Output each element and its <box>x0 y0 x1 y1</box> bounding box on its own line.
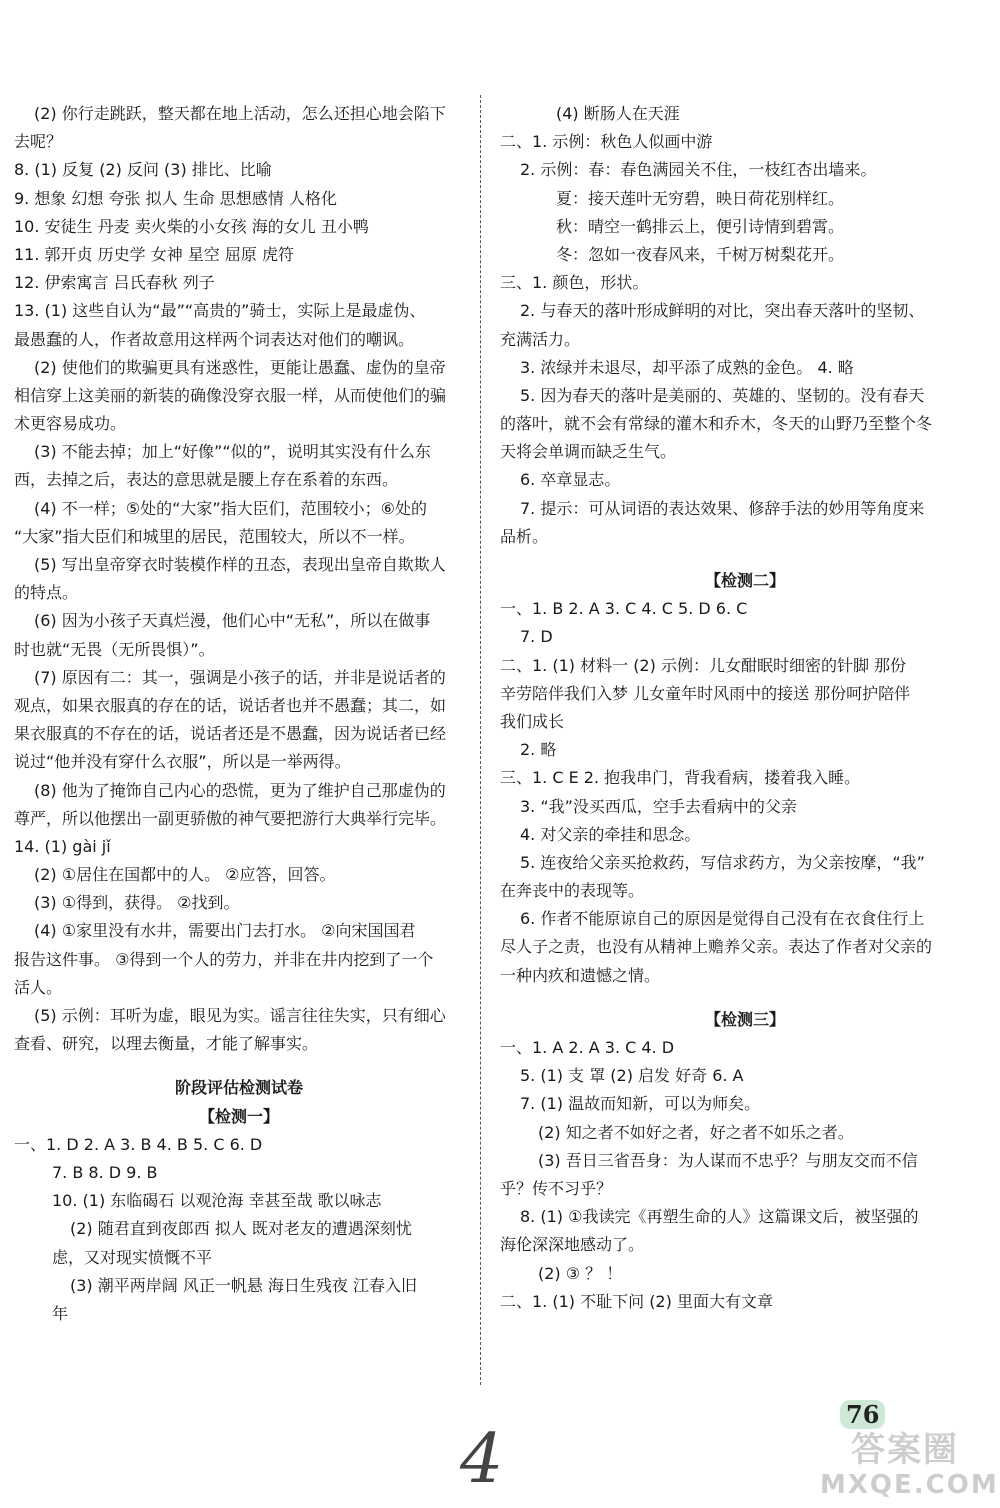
text-line: 5. 因为春天的落叶是美丽的、英雄的、坚韧的。没有春天 <box>520 385 925 405</box>
text-line: 辛劳陪伴我们入梦 儿女童年时风雨中的接送 那份呵护陪伴 <box>500 683 911 703</box>
text-line: 11. 郭开贞 历史学 女神 星空 屈原 虎符 <box>14 244 294 264</box>
text-line: (6) 因为小孩子天真烂漫，他们心中“无私”，所以在做事 <box>34 611 431 631</box>
text-line: 13. (1) 这些自认为“最”“高贵的”骑士，实际上是最虚伪、 <box>14 301 426 321</box>
text-line: 9. 想象 幻想 夸张 拟人 生命 思想感情 人格化 <box>14 188 337 208</box>
text-line: 6. 作者不能原谅自己的原因是觉得自己没有在衣食住行上 <box>520 909 925 929</box>
section-heading: 【检测三】 <box>704 1009 785 1029</box>
text-line: 术更容易成功。 <box>14 414 127 434</box>
left-column <box>14 100 464 1328</box>
text-line: (2) 随君直到夜郎西 拟人 既对老友的遭遇深刻忧 <box>70 1219 412 1239</box>
text-line: 天将会单调而缺乏生气。 <box>500 442 677 462</box>
text-line: (3) 潮平两岸阔 风正一帆悬 海日生残夜 江春入旧 <box>70 1275 418 1295</box>
text-line: 7. B 8. D 9. B <box>52 1162 158 1182</box>
spacer <box>14 1058 464 1074</box>
text-line: (5) 示例：耳听为虚，眼见为实。谣言往往失实，只有细心 <box>34 1006 446 1025</box>
section-heading: 【检测二】 <box>704 571 785 590</box>
text-line: 二、1. (1) 不耻下问 (2) 里面大有文章 <box>500 1291 773 1311</box>
text-line: 2. 略 <box>520 740 557 760</box>
text-line: (2) ①居住在国都中的人。 ②应答，回答。 <box>34 865 336 885</box>
text-line: 的落叶，就不会有常绿的灌木和乔木，冬天的山野乃至整个冬 <box>500 414 933 434</box>
text-line: 7. (1) 温故而知新，可以为师矣。 <box>520 1094 761 1114</box>
text-line: 三、1. 颜色，形状。 <box>500 273 649 293</box>
text-line: 一、1. D 2. A 3. B 4. B 5. C 6. D <box>14 1134 263 1154</box>
text-line: 8. (1) ①我读完《再塑生命的人》这篇课文后，被坚强的 <box>520 1207 919 1227</box>
text-line: 6. 卒章显志。 <box>520 470 621 490</box>
text-line: 一、1. B 2. A 3. C 4. C 5. D 6. C <box>500 599 748 619</box>
spacer <box>500 990 990 1006</box>
text-line: 活人。 <box>14 977 63 997</box>
text-line: 秋：晴空一鹤排云上，便引诗情到碧霄。 <box>556 216 845 236</box>
text-line: 观点，如果衣服真的存在的话，说话者也并不愚蠢；其二，如 <box>14 695 447 715</box>
text-line: 查看、研究，以理去衡量，才能了解事实。 <box>14 1034 319 1054</box>
text-line: 我们成长 <box>500 711 565 731</box>
text-line: (3) ①得到，获得。 ②找到。 <box>34 893 240 913</box>
text-line: (7) 原因有二：其一，强调是小孩子的话，并非是说话者的 <box>34 667 446 687</box>
column-divider <box>480 95 481 1385</box>
section-heading: 阶段评估检测试卷 <box>174 1078 303 1098</box>
text-line: 3. 浓绿并未退尽，却平添了成熟的金色。 4. 略 <box>520 357 854 377</box>
text-line: 时也就“无畏（无所畏惧）”。 <box>14 639 215 659</box>
text-line: 2. 与春天的落叶形成鲜明的对比，突出春天落叶的坚韧、 <box>520 301 925 321</box>
text-line: 5. (1) 支 罩 (2) 启发 好奇 6. A <box>520 1066 744 1086</box>
text-line: 一、1. A 2. A 3. C 4. D <box>500 1038 675 1057</box>
text-line: 7. 提示：可从词语的表达效果、修辞手法的妙用等角度来 <box>520 498 925 518</box>
text-line: (2) ③ ？ ！ <box>538 1263 623 1283</box>
text-line: 冬：忽如一夜春风来，千树万树梨花开。 <box>556 244 845 264</box>
text-line: 7. D <box>520 627 553 647</box>
text-line: 夏：接天莲叶无穷碧，映日荷花别样红。 <box>556 188 845 208</box>
page-number: 76 <box>840 1400 885 1429</box>
text-line: (2) 使他们的欺骗更具有迷惑性，更能让愚蠢、虚伪的皇帝 <box>34 357 446 377</box>
text-line: (4) 不一样；⑤处的“大家”指大臣们，范围较小；⑥处的 <box>34 498 428 518</box>
text-line: 的特点。 <box>14 583 79 603</box>
text-line: “大家”指大臣们和城里的居民，范围较大，所以不一样。 <box>14 526 415 546</box>
text-line: 充满活力。 <box>500 329 581 349</box>
text-line: 4. 对父亲的牵挂和思念。 <box>520 824 701 844</box>
text-line: 二、1. 示例：秋色人似画中游 <box>500 132 713 152</box>
text-line: 一种内疚和遗憾之情。 <box>500 965 661 985</box>
text-line: 尊严，所以他摆出一副更骄傲的神气要把游行大典举行完毕。 <box>14 808 447 828</box>
handwritten-mark: 4 <box>460 1420 504 1499</box>
text-line: 虑，又对现实愤慨不平 <box>52 1247 213 1267</box>
text-line: (3) 吾日三省吾身：为人谋而不忠乎？与朋友交而不信 <box>538 1150 918 1170</box>
text-line: 海伦深深地感动了。 <box>500 1235 645 1255</box>
text-line: (5) 写出皇帝穿衣时装模作样的丑态，表现出皇帝自欺欺人 <box>34 555 446 574</box>
text-line: 在奔丧中的表现等。 <box>500 881 645 901</box>
section-heading: 【检测一】 <box>198 1106 279 1126</box>
text-line: 去呢？ <box>14 132 63 152</box>
text-line: 果衣服真的不存在的话，说话者还是不愚蠢，因为说话者已经 <box>14 724 447 744</box>
text-line: 12. 伊索寓言 吕氏春秋 列子 <box>14 273 215 293</box>
text-line: 最愚蠢的人，作者故意用这样两个词表达对他们的嘲讽。 <box>14 329 415 349</box>
text-line: 14. (1) gài jǐ <box>14 836 111 856</box>
text-line: 3. “我”没买西瓜，空手去看病中的父亲 <box>520 796 797 816</box>
text-line: 报告这件事。 ③得到一个人的劳力，并非在井内挖到了一个 <box>14 949 434 969</box>
text-line: (2) 知之者不如好之者，好之者不如乐之者。 <box>538 1122 854 1142</box>
text-line: 10. (1) 东临碣石 以观沧海 幸甚至哉 歌以咏志 <box>52 1191 382 1211</box>
text-line: 说过“他并没有穿什么衣服”，所以是一举两得。 <box>14 752 351 772</box>
text-line: 10. 安徒生 丹麦 卖火柴的小女孩 海的女儿 丑小鸭 <box>14 216 369 236</box>
text-line: 8. (1) 反复 (2) 反问 (3) 排比、比喻 <box>14 160 272 180</box>
text-line: 5. 连夜给父亲买抢救药，写信求药方，为父亲按摩，“我” <box>520 852 925 872</box>
spacer <box>500 551 990 567</box>
text-line: (4) 断肠人在天涯 <box>556 104 680 123</box>
text-line: (8) 他为了掩饰自己内心的恐慌，更为了维护自己那虚伪的 <box>34 780 446 800</box>
watermark-logo <box>820 1430 999 1506</box>
text-line: 西，去掉之后，表达的意思就是腰上存在系着的东西。 <box>14 470 399 490</box>
text-line: 相信穿上这美丽的新装的确像没穿衣服一样，从而使他们的骗 <box>14 385 447 405</box>
right-column <box>500 100 990 1316</box>
text-line: (3) 不能去掉；加上“好像”“似的”，说明其实没有什么东 <box>34 442 431 462</box>
text-line: (4) ①家里没有水井，需要出门去打水。 ②向宋国国君 <box>34 921 416 941</box>
text-line: 年 <box>52 1303 69 1323</box>
text-line: 品析。 <box>500 526 549 546</box>
text-line: 二、1. (1) 材料一 (2) 示例：儿女酣眠时细密的针脚 那份 <box>500 655 907 675</box>
text-line: 乎？传不习乎？ <box>500 1178 613 1198</box>
text-line: (2) 你行走跳跃，整天都在地上活动，怎么还担心地会陷下 <box>34 104 446 123</box>
text-line: 三、1. C E 2. 抱我串门，背我看病，搂着我入睡。 <box>500 768 861 788</box>
text-line: 2. 示例：春：春色满园关不住，一枝红杏出墙来。 <box>520 160 877 180</box>
watermark-text: 答案圈 <box>851 1430 959 1470</box>
text-line: 尽人子之责，也没有从精神上赡养父亲。表达了作者对父亲的 <box>500 937 933 957</box>
watermark-url: MXQE.COM <box>820 1470 999 1500</box>
